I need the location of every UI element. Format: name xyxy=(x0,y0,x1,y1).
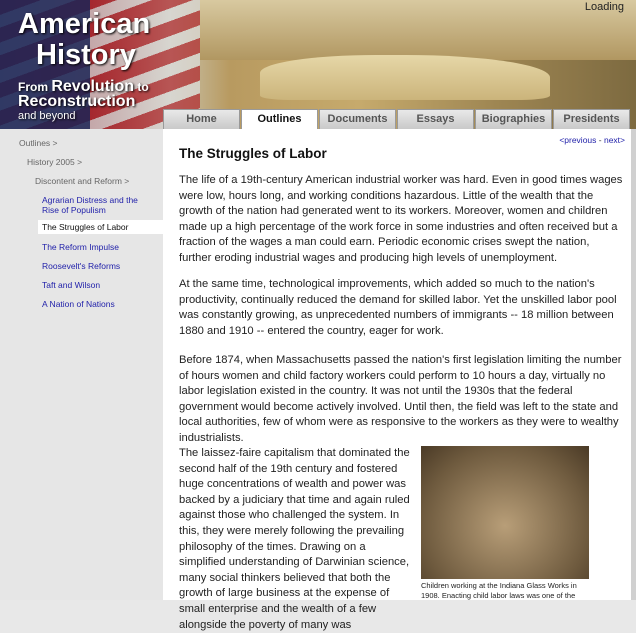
site-banner xyxy=(0,0,636,129)
logo-american: American xyxy=(18,8,151,40)
tab-essays[interactable]: Essays xyxy=(397,109,474,129)
logo-from: From xyxy=(18,80,48,94)
figure xyxy=(421,446,589,601)
sidebar xyxy=(0,129,163,600)
tab-outlines[interactable]: Outlines xyxy=(241,109,318,129)
figure-caption: Children working at the Indiana Glass Works in 1908. Enacting child labor laws was one of the xyxy=(421,581,577,600)
crumb-discontent-reform[interactable]: Discontent and Reform > xyxy=(35,176,130,186)
banner-landscape xyxy=(200,0,636,60)
logo-and-beyond: and beyond xyxy=(18,110,76,122)
logo-to: to xyxy=(137,80,149,94)
previous-link[interactable]: <previous xyxy=(559,135,597,145)
crumb-history-2005[interactable]: History 2005 > xyxy=(27,157,83,167)
crumb-outlines[interactable]: Outlines > xyxy=(19,138,58,148)
paragraph-3: Before 1874, when Massachusetts passed the nation's first legislation limiting the number of hours women and child factory workers could perform to 10 hours a day, virtually no labor legislation existed in the country. It was not until the 1930s that the federal government would become actively involved. Until then, the field was left to the state and local authorities, few of whom were as responsive to the workers as they were to wealthy industrialists. xyxy=(179,354,622,444)
article-content xyxy=(163,129,631,631)
paragraph-2: At the same time, technological improvements, which added so much to the nation's productivity, continually reduced the demand for skilled labor. Yet the unskilled labor pool was constantly growing, as unprecedented numbers of immigrants -- 18 million between 1880 and 1910 -- entered the country, eager for work. xyxy=(179,278,617,337)
nav-separator: - xyxy=(596,135,604,145)
loading-status: Loading xyxy=(584,1,624,13)
sidebar-item-taft-and-wilson[interactable]: Taft and Wilson xyxy=(42,280,101,290)
scrollbar[interactable] xyxy=(631,129,636,600)
logo-revolution: Revolution xyxy=(51,78,135,95)
tab-biographies[interactable]: Biographies xyxy=(475,109,552,129)
tab-home[interactable]: Home xyxy=(163,109,240,129)
child-labor-photo xyxy=(421,446,589,579)
main-nav-tabs xyxy=(163,109,631,129)
banner-lake xyxy=(260,55,550,100)
next-link[interactable]: next> xyxy=(603,135,625,145)
paragraph-1: The life of a 19th-century American industrial worker was hard. Even in good times wages were low, hours long, and working conditions hazardous. Little of the wealth that the growth of the nation had generated went to its workers. Moreover, women and children made up a high percentage of the work force in some industries and often received but a fraction of the wages a man could earn. Periodic economic crises swept the nation, further eroding industrial wages and producing high levels of unemployment. xyxy=(179,174,623,264)
sidebar-item-reform-impulse[interactable]: The Reform Impulse xyxy=(42,242,119,252)
logo-history: History xyxy=(36,39,136,71)
prev-next-nav xyxy=(559,135,625,145)
sidebar-item-agrarian-distress[interactable]: Agrarian Distress and the Rise of Populism xyxy=(42,195,138,215)
sidebar-item-roosevelts-reforms[interactable]: Roosevelt's Reforms xyxy=(42,261,121,271)
page-title: The Struggles of Labor xyxy=(179,146,327,161)
logo-reconstruction: Reconstruction xyxy=(18,93,136,110)
tab-presidents[interactable]: Presidents xyxy=(553,109,630,129)
tab-documents[interactable]: Documents xyxy=(319,109,396,129)
sidebar-item-struggles-of-labor[interactable]: The Struggles of Labor xyxy=(38,220,163,234)
paragraph-4: The laissez-faire capitalism that dominated the second half of the 19th century and fostered huge concentrations of wealth and power was backed by a judiciary that time and again ruled against those who challenged the system. In this, they were merely following the prevailing philosophy of the times. Drawing on a simplified understanding of Darwinian science, many social thinkers believed that both the growth of large business at the expense of small enterprise and the wealth of a few alongside the poverty of many was xyxy=(179,447,410,631)
sidebar-item-nation-of-nations[interactable]: A Nation of Nations xyxy=(42,299,115,309)
